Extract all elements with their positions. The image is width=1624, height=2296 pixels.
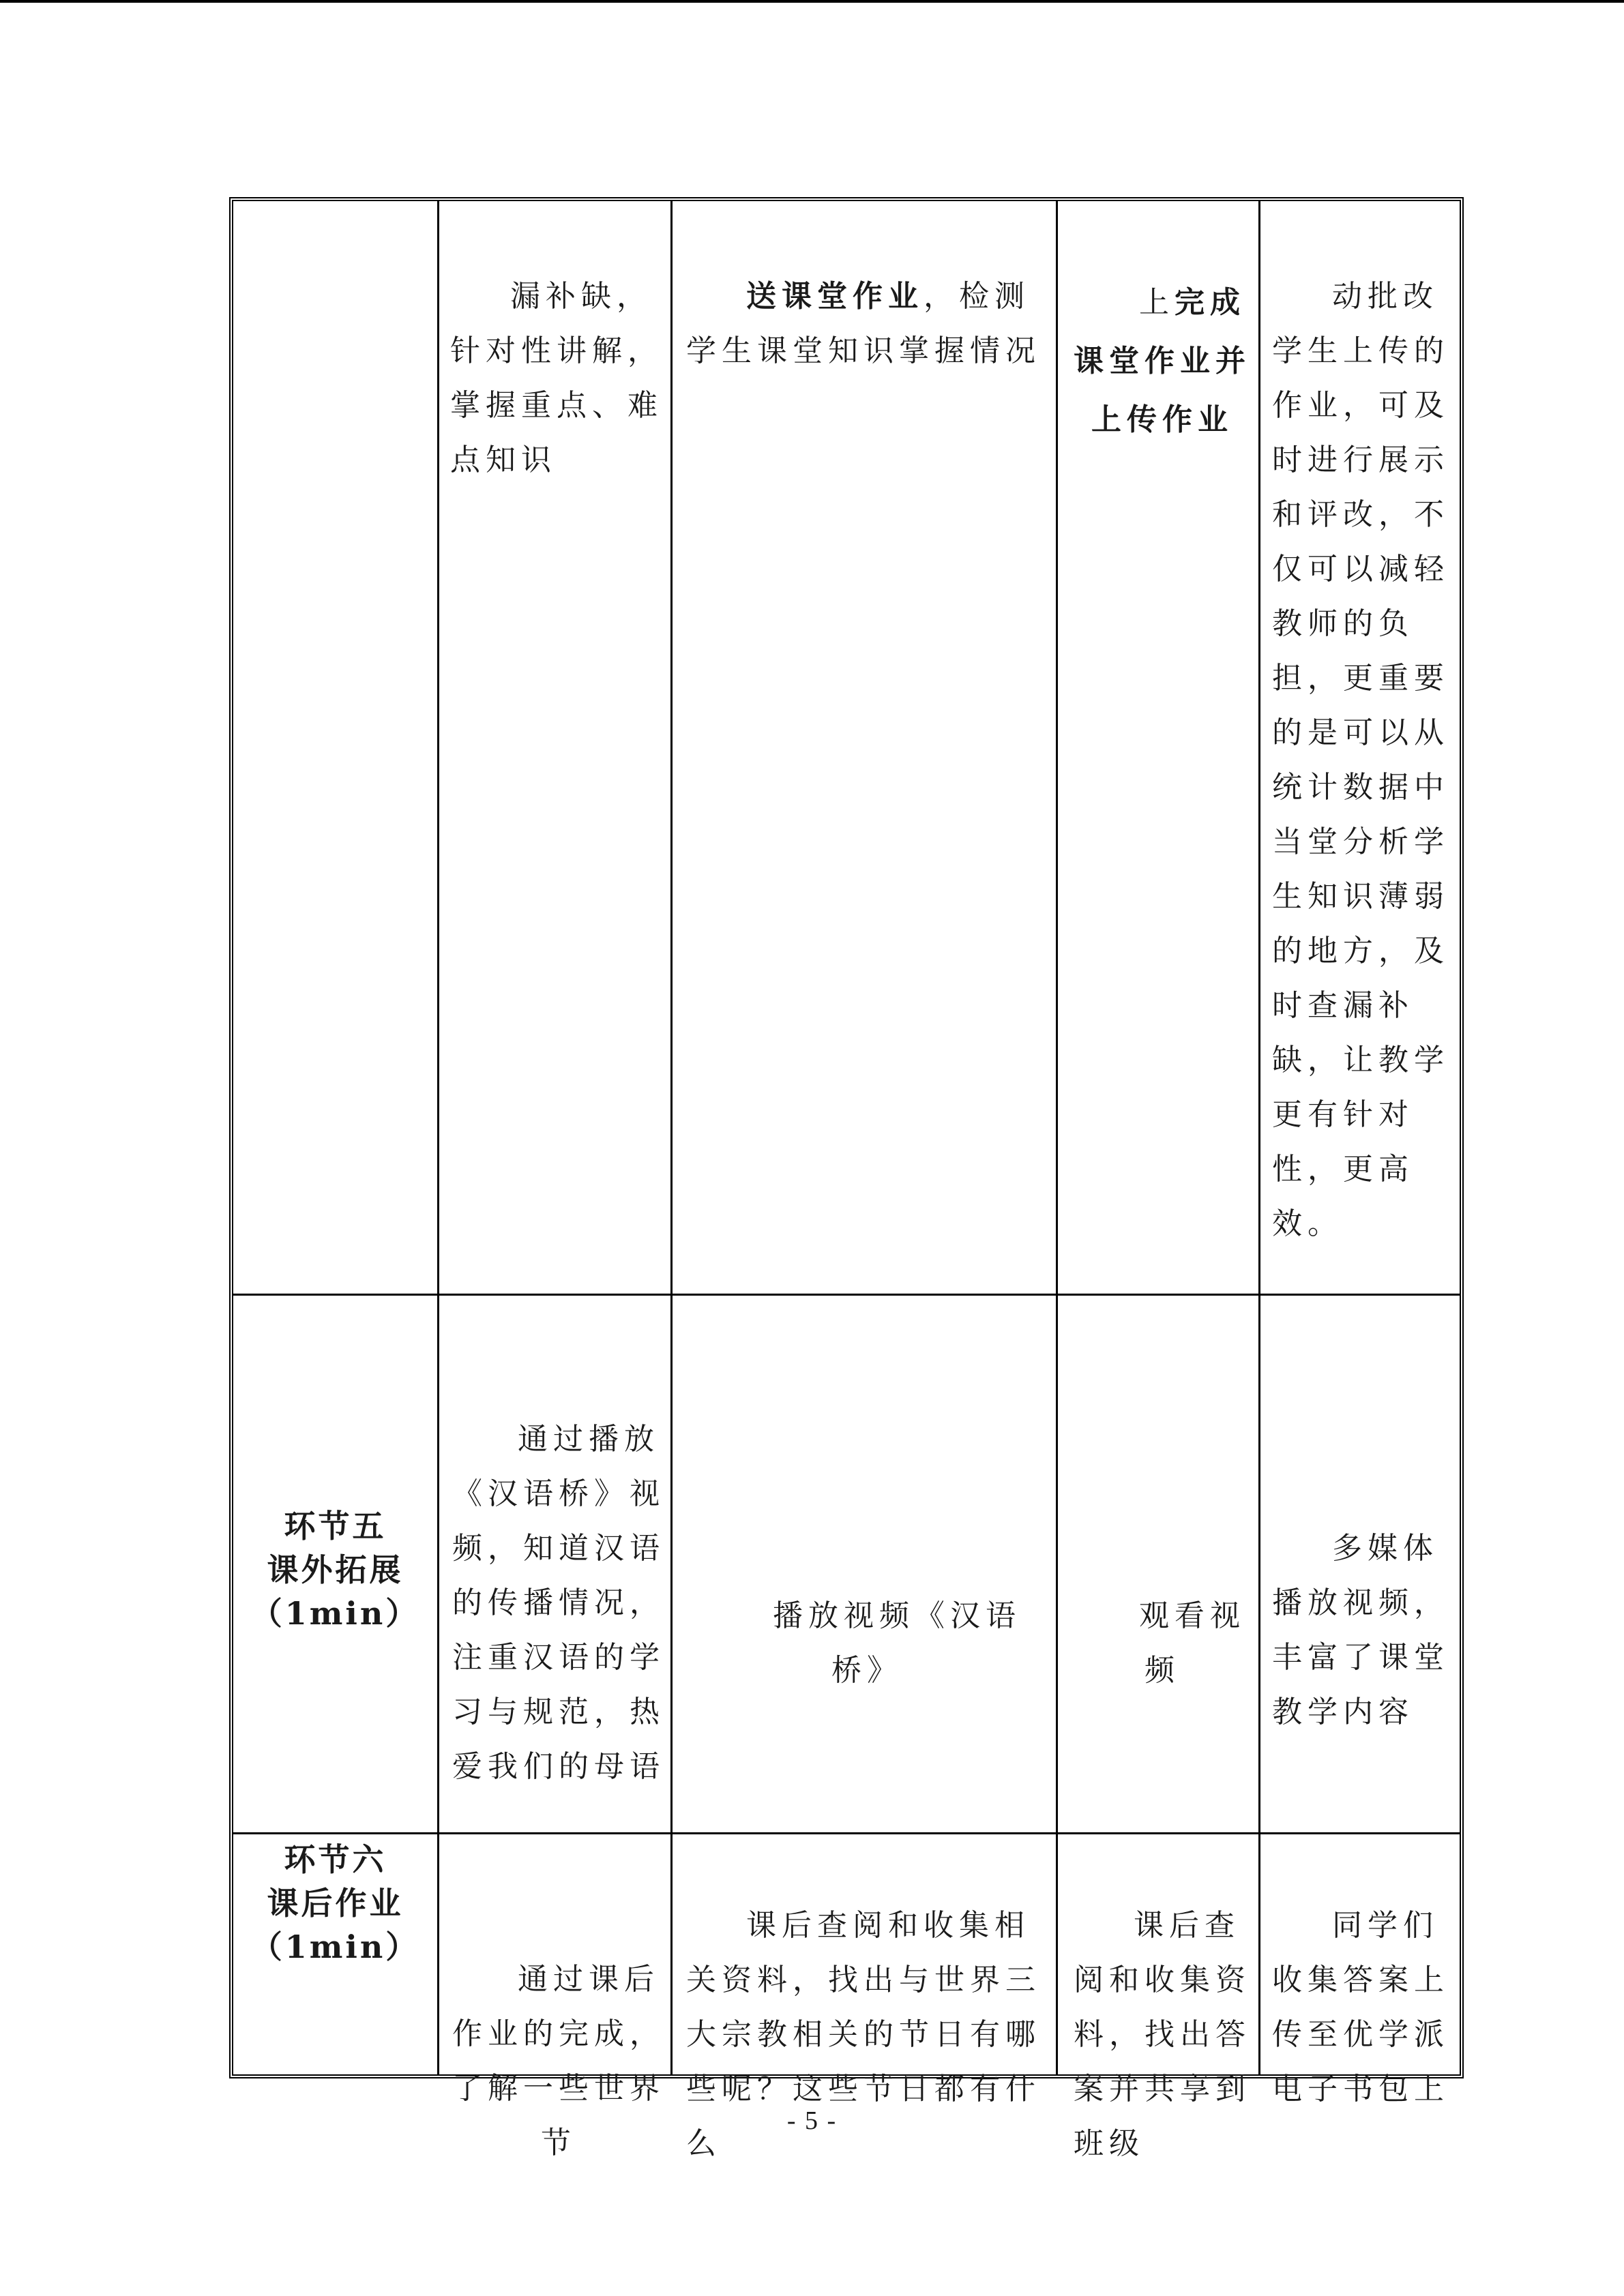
row3-teacher-text: 课后查阅和收集相关资料，找出与世界三大宗教相关的节日有哪些呢？这些节日都有什么 [686,1908,1041,2161]
row2-teacher-cell [686,1534,1048,1753]
page-number: - 5 - [786,2106,838,2135]
row3-stage-title: 课后作业 [267,1885,404,1922]
row2-stage-cell [233,1504,437,1635]
top-border-line [0,0,1624,3]
row1-teacher-cell [686,215,1048,433]
row2-student-text: 观看视频 [1138,1598,1245,1688]
row3-goal-cell [450,1898,667,2225]
row3-stage-name: 环节六 [284,1841,387,1878]
column-divider [1258,201,1260,2074]
row3-student-cell [1074,1844,1251,2226]
column-divider [437,201,439,2074]
row2-design-text: 多媒体播放视频，丰富了课堂教学内容 [1272,1531,1449,1729]
row3-goal-text: 通过课后作业的完成，了解一些世界节 [452,1962,665,2160]
row1-student-bold-text: 完成课堂作业并上传作业 [1074,285,1251,437]
row3-stage-time: （1min） [250,1928,420,1965]
row3-student-text: 课后查阅和收集资料，找出答案并共享到班级 [1074,1908,1251,2161]
row2-stage-time: （1min） [250,1595,420,1632]
row2-goal-text: 通过播放《汉语桥》视频，知道汉语的传播情况，注重汉语的学习与规范，热爱我们的母语 [452,1422,665,1784]
row2-stage-name: 环节五 [284,1508,387,1545]
row3-stage-cell [233,1838,437,1969]
row2-student-cell [1074,1534,1251,1753]
row1-design-text: 动批改学生上传的作业，可及时进行展示和评改，不仅可以减轻教师的负担，更重要的是可以从统计数据中当堂分析学生知识薄弱的地方，及时查漏补缺，让教学更有针对性，更高效。 [1272,279,1449,1241]
row1-goal-text: 漏补缺，针对性讲解，掌握重点、难点知识 [450,279,663,477]
row2-stage-title: 课外拓展 [267,1551,404,1588]
row3-teacher-cell [686,1844,1048,2226]
row3-design-text: 同学们收集答案上传至优学派电子书包上 [1272,1908,1449,2106]
row1-student-cell [1074,215,1251,508]
row1-teacher-text: ，检测学生课堂知识掌握情况 [686,279,1041,368]
column-divider [1056,201,1058,2074]
row1-teacher-bold-text: 送课堂作业 [745,279,924,314]
row1-student-pre-text: 上 [1138,285,1175,320]
row2-teacher-text: 播放视频《汉语桥》 [772,1598,1021,1688]
column-divider [670,201,673,2074]
row1-goal-cell [450,215,667,542]
row2-goal-cell [450,1358,667,1849]
row2-design-cell [1272,1467,1451,1794]
lesson-plan-table [229,197,1464,2161]
row-divider [233,1832,1460,1834]
row1-design-cell [1272,215,1451,1306]
